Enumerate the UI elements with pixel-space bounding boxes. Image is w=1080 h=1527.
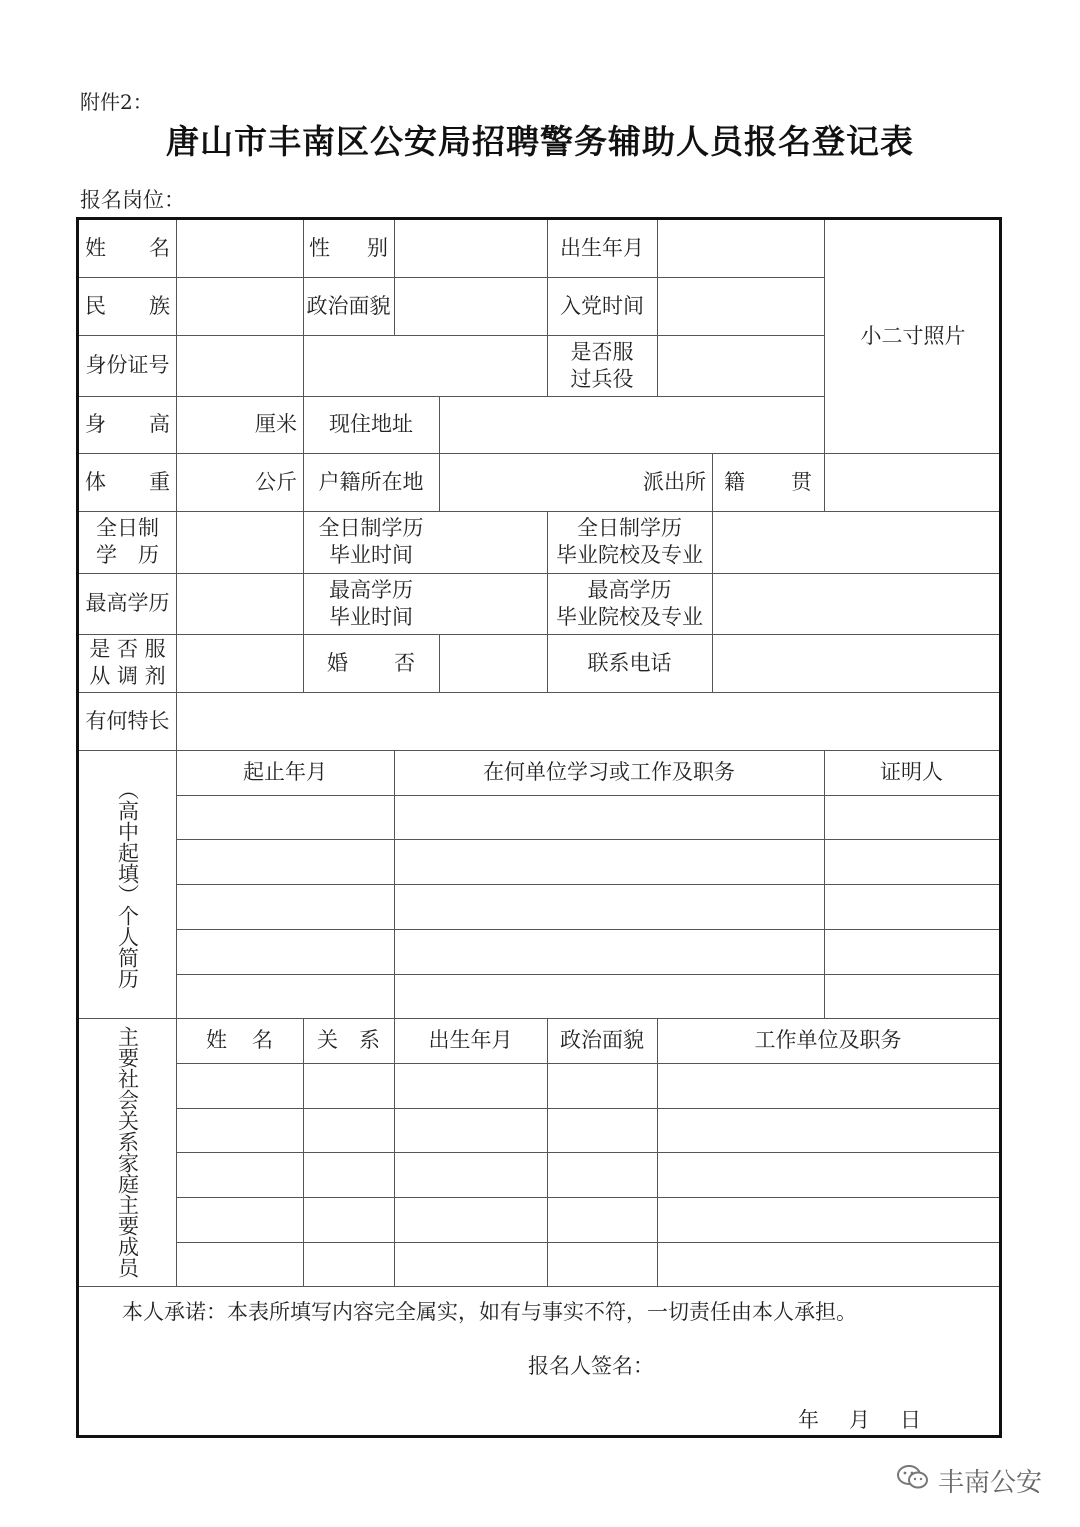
day-label: 日 [900, 1408, 921, 1432]
grid-line [79, 277, 824, 278]
month-label: 月 [849, 1408, 870, 1432]
highest-education-label: 最高学历 [85, 591, 170, 615]
grid-line [394, 220, 395, 335]
military-service-label: 是否服 过兵役 [570, 339, 634, 391]
grid-line [824, 453, 825, 511]
grid-line [176, 839, 999, 840]
family-col-work: 工作单位及职务 [754, 1028, 902, 1052]
grid-line [176, 1108, 999, 1109]
family-col-name: 姓 名 [206, 1028, 273, 1052]
grid-line [176, 1197, 999, 1198]
grid-line [657, 220, 658, 396]
height-label: 身 高 [85, 412, 170, 436]
pledge-text: 本人承诺：本表所填写内容完全属实，如有与事实不符，一切责任由本人承担。 [122, 1300, 857, 1324]
grid-line [176, 795, 999, 796]
height-unit: 厘米 [255, 412, 297, 436]
wechat-icon [896, 1463, 930, 1498]
date-line [798, 1404, 921, 1434]
ethnicity-label: 民 族 [85, 293, 170, 318]
grid-line [79, 1286, 999, 1287]
grid-line [79, 692, 999, 693]
resume-section-label: （高中起填）个人简历 [115, 779, 140, 989]
form-title: 唐山市丰南区公安局招聘警务辅助人员报名登记表 [166, 122, 914, 161]
post-label: 报名岗位： [80, 188, 185, 212]
registration-form [76, 217, 1002, 1438]
watermark [896, 1462, 1042, 1499]
fulltime-education-label: 全日制 学 历 [96, 516, 159, 567]
signature-label: 报名人签名： [528, 1354, 654, 1378]
photo-placeholder: 小二寸照片 [860, 324, 966, 348]
grid-line [439, 634, 440, 692]
adjustment-label: 是 否 服 从 调 剂 [89, 637, 166, 688]
gender-label: 性 别 [309, 236, 388, 260]
family-section-label: 主要社会关系家庭主要成员 [115, 1026, 140, 1278]
birth-label: 出生年月 [560, 236, 644, 260]
id-number-label: 身份证号 [85, 353, 170, 377]
highest-grad-time-label: 最高学历 毕业时间 [329, 577, 413, 629]
party-join-label: 入党时间 [560, 293, 644, 318]
grid-line [176, 1242, 999, 1243]
watermark-text: 丰南公安 [938, 1468, 1043, 1498]
grid-line [79, 335, 824, 336]
grid-line [176, 974, 999, 975]
grid-line [79, 511, 999, 512]
grid-line [176, 1152, 999, 1153]
grid-line [79, 573, 999, 574]
attachment-label: 附件2： [80, 90, 153, 114]
grid-line [176, 884, 999, 885]
household-label: 户籍所在地 [318, 469, 424, 494]
highest-school-label: 最高学历 毕业院校及专业 [556, 577, 703, 629]
weight-unit: 公斤 [255, 469, 297, 494]
political-label: 政治面貌 [306, 293, 391, 318]
address-label: 现住地址 [329, 412, 413, 436]
police-station-label: 派出所 [643, 469, 706, 494]
grid-line [176, 929, 999, 930]
fulltime-grad-time-label: 全日制学历 毕业时间 [318, 516, 424, 567]
fulltime-school-label: 全日制学历 毕业院校及专业 [556, 516, 703, 567]
phone-label: 联系电话 [587, 650, 672, 675]
native-place-label: 籍 贯 [724, 469, 812, 494]
resume-col-unit: 在何单位学习或工作及职务 [483, 760, 735, 784]
resume-col-witness: 证明人 [880, 760, 943, 784]
family-col-political: 政治面貌 [560, 1028, 644, 1052]
year-label: 年 [798, 1408, 819, 1432]
resume-col-period: 起止年月 [243, 760, 327, 784]
grid-line [79, 634, 999, 635]
specialty-label: 有何特长 [85, 708, 170, 733]
grid-line [712, 511, 713, 692]
marital-label: 婚 否 [327, 650, 415, 675]
name-label: 姓 名 [85, 236, 170, 260]
weight-label: 体 重 [85, 469, 170, 494]
family-col-relation: 关 系 [317, 1028, 380, 1052]
grid-line [176, 1063, 999, 1064]
family-col-birth: 出生年月 [428, 1028, 513, 1052]
